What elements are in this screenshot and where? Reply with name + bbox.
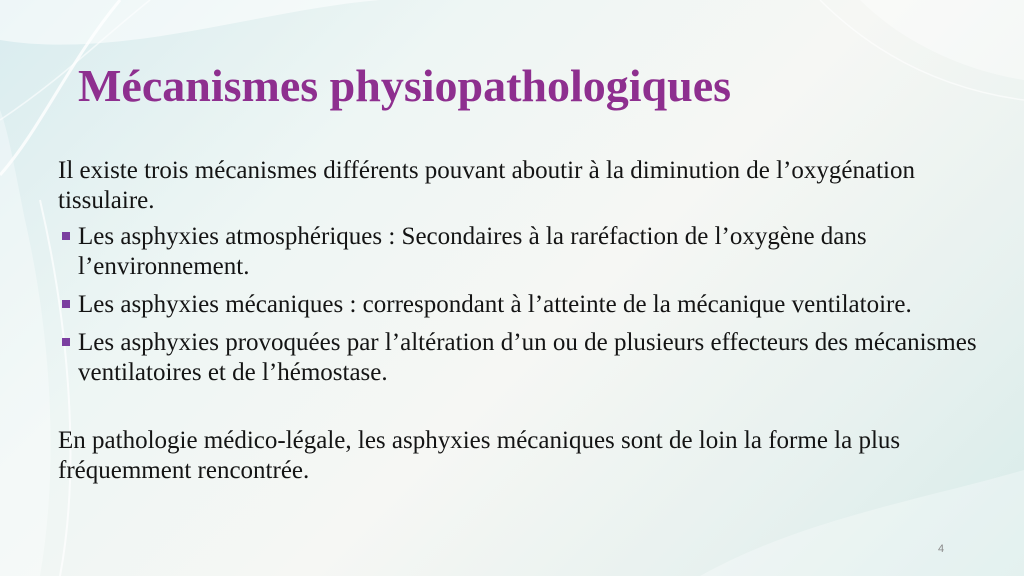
square-bullet-icon [58,328,78,388]
bullet-list [58,222,1013,388]
bullet-item [58,290,1013,320]
bullet-text: Les asphyxies mécaniques : correspondant à l’atteinte de la mécanique ventilatoire. [78,291,912,318]
bullet-text: Les asphyxies atmosphériques : Secondaires à la raréfaction de l’oxygène dans l’environnement. [78,223,867,280]
slide-title: Mécanismes physiopathologiques [78,60,732,111]
bullet-item [58,328,1013,388]
slide-body [58,156,1013,486]
square-bullet-icon [58,290,78,320]
bullet-item [58,222,1013,282]
conclusion-paragraph: En pathologie médico-légale, les asphyxies mécaniques sont de loin la forme la plus fréquemment rencontrée. [58,427,901,484]
square-bullet-icon [58,222,78,282]
intro-paragraph: Il existe trois mécanismes différents pouvant aboutir à la diminution de l’oxygénation tissulaire. [58,157,915,214]
bullet-text: Les asphyxies provoquées par l’altération d’un ou de plusieurs effecteurs des mécanismes ventilatoires et de l’hémostase. [78,329,977,386]
slide-number: 4 [938,543,945,555]
